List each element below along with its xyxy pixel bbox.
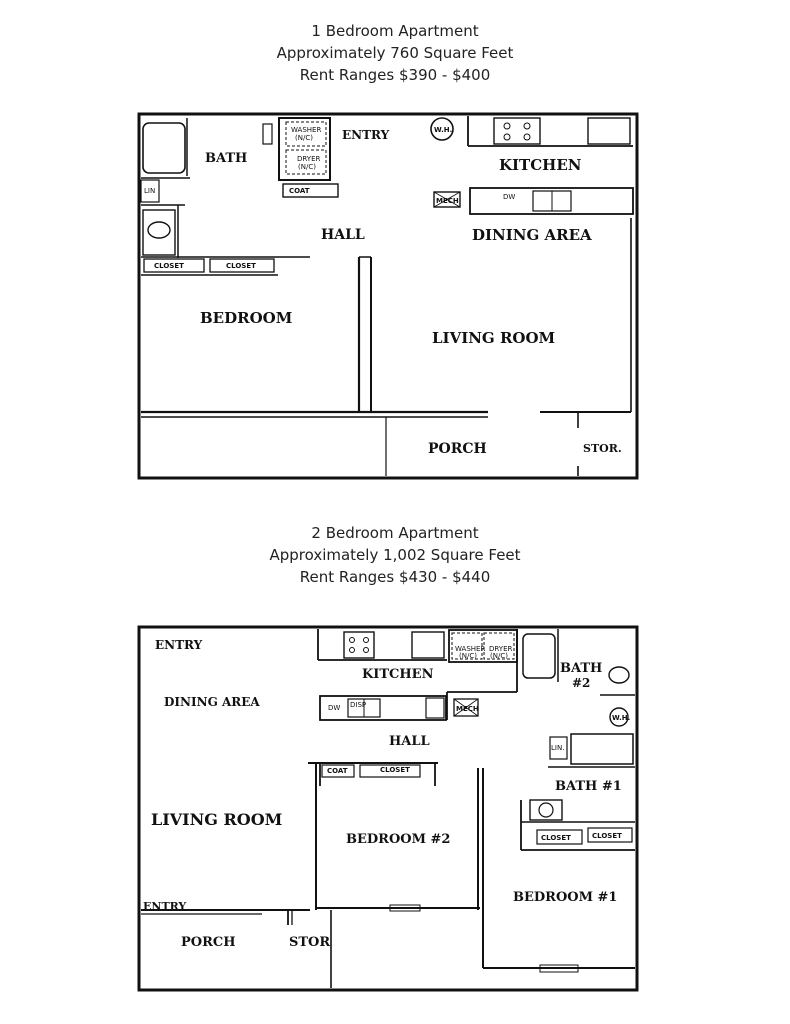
plan2-rent: Rent Ranges $430 - $440 [299, 568, 491, 586]
plan2-coat-label: COAT [327, 767, 348, 775]
plan2-bedroom2-label: BEDROOM #2 [346, 832, 451, 847]
plan2-porch-label: PORCH [181, 935, 236, 950]
plan1-rent: Rent Ranges $390 - $400 [299, 66, 491, 84]
plan1-hall-label: HALL [321, 227, 365, 243]
plan1-size: Approximately 760 Square Feet [276, 44, 514, 62]
plan1-dryer-nc-label: (N/C) [298, 163, 316, 171]
plan2-bath2-label: BATH [560, 661, 603, 676]
plan2-disp-label: DISP [350, 701, 367, 709]
plan1-stor-label: STOR. [583, 442, 622, 455]
plan1-dining-label: DINING AREA [472, 226, 592, 244]
plan2-closet-hall-label: CLOSET [380, 766, 410, 774]
plan2-bath1-label: BATH #1 [555, 779, 622, 794]
plan2-wh-label: W.H. [612, 714, 631, 722]
plan2-lin-label: LIN. [551, 744, 565, 752]
plan2-dining-label: DINING AREA [164, 695, 260, 709]
plan1-closet2-label: CLOSET [226, 262, 256, 270]
plan2-mech-label: MECH [456, 705, 479, 713]
plan2-bedroom1-label: BEDROOM #1 [513, 890, 618, 905]
plan2-closet-a-label: CLOSET [541, 834, 571, 842]
plan2-washer-nc-label: (N/C) [459, 652, 477, 660]
plan1-closet1-label: CLOSET [154, 262, 184, 270]
plan2-title: 2 Bedroom Apartment [311, 524, 479, 542]
plan2-kitchen-label: KITCHEN [362, 667, 434, 682]
plan1-wh-label: W.H. [434, 126, 453, 134]
plan1-washer-label: WASHER [291, 126, 322, 134]
plan2-dw-label: DW [328, 704, 341, 712]
plan2-dryer-nc-label: (N/C) [490, 652, 508, 660]
plan1-coat-label: COAT [289, 187, 310, 195]
plan2-living-label: LIVING ROOM [151, 810, 283, 829]
plan2-hall-label: HALL [389, 734, 430, 749]
plan1-washer-nc-label: (N/C) [295, 134, 313, 142]
plan2-bath2-num-label: #2 [572, 676, 591, 690]
plan1-dw-label: DW [503, 193, 516, 201]
plan1-dryer-label: DRYER [297, 155, 321, 163]
plan1-porch-label: PORCH [428, 441, 487, 457]
plan2-stor-label: STOR [289, 935, 331, 950]
plan1-title: 1 Bedroom Apartment [311, 22, 479, 40]
plan2-entry-top-label: ENTRY [155, 638, 203, 652]
plan1-bath-label: BATH [205, 151, 248, 166]
plan1-mech-label: MECH [436, 197, 459, 205]
plan2-washer-label: WASHER [455, 645, 486, 653]
plan1-lin-label: LIN [144, 187, 156, 195]
plan2-size: Approximately 1,002 Square Feet [269, 546, 521, 564]
plan1-kitchen-label: KITCHEN [499, 156, 582, 174]
plan1-bedroom-label: BEDROOM [200, 309, 293, 327]
plan1-entry-label: ENTRY [342, 128, 390, 142]
plan2-closet-b-label: CLOSET [592, 832, 622, 840]
plan2-entry-bottom-label: ENTRY [143, 900, 187, 913]
plan1-living-label: LIVING ROOM [432, 329, 556, 347]
plan2-dryer-label: DRYER [489, 645, 513, 653]
